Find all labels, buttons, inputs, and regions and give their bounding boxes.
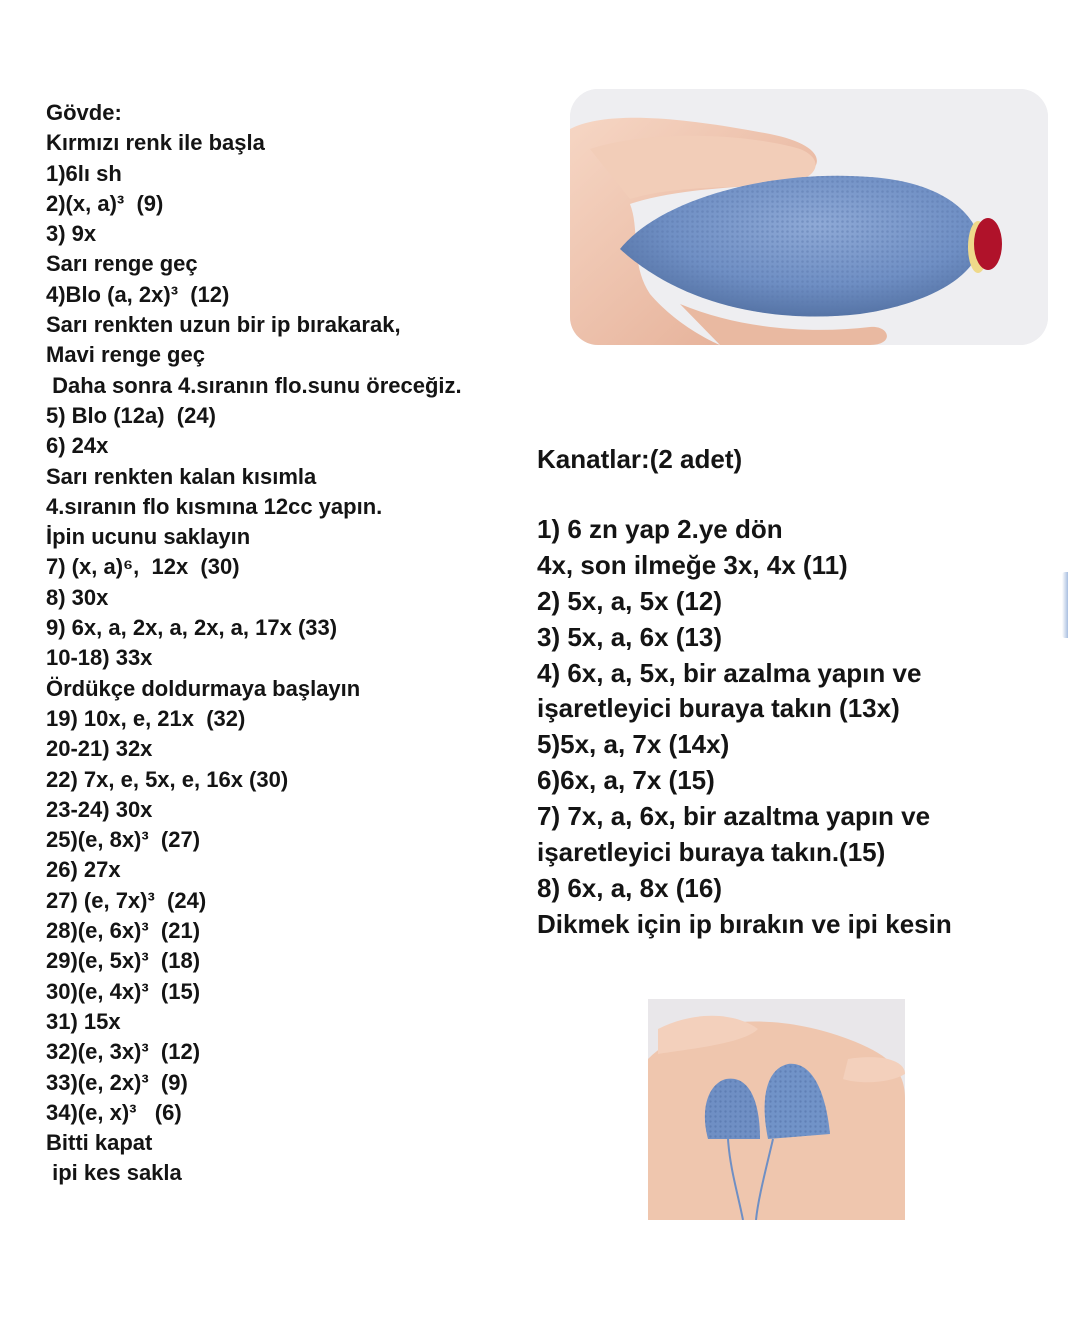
- pattern-line: işaretleyici buraya takın (13x): [537, 693, 900, 724]
- wings-title: Kanatlar:(2 adet): [537, 444, 743, 474]
- crochet-wings-photo: [648, 999, 905, 1220]
- pattern-line: ipi kes sakla: [46, 1160, 182, 1186]
- pattern-line: 9) 6x, a, 2x, a, 2x, a, 17x (33): [46, 615, 338, 641]
- body-pattern-text: [46, 98, 462, 1189]
- pattern-line: İpin ucunu saklayın: [46, 524, 251, 550]
- pattern-line: 8) 30x: [46, 584, 109, 610]
- pattern-line: 25)(e, 8x)³ (27): [46, 827, 201, 853]
- pattern-line: 29)(e, 5x)³ (18): [46, 948, 201, 974]
- edge-fragment: [1062, 572, 1068, 638]
- pattern-line: Sarı renkten uzun bir ip bırakarak,: [46, 312, 401, 338]
- pattern-line: 3) 5x, a, 6x (13): [537, 621, 722, 652]
- pattern-line: 3) 9x: [46, 221, 97, 247]
- crochet-body-photo: [570, 89, 1048, 345]
- pattern-line: 4.sıranın flo kısmına 12cc yapın.: [46, 493, 383, 519]
- pattern-line: 19) 10x, e, 21x (32): [46, 705, 246, 731]
- pattern-line: Sarı renkten kalan kısımla: [46, 463, 317, 489]
- pattern-line: Dikmek için ip bırakın ve ipi kesin: [537, 908, 952, 939]
- pattern-line: 27) (e, 7x)³ (24): [46, 887, 207, 913]
- pattern-line: 6) 24x: [46, 433, 109, 459]
- pattern-line: 2) 5x, a, 5x (12): [537, 585, 722, 616]
- pattern-line: 4x, son ilmeğe 3x, 4x (11): [537, 549, 848, 580]
- pattern-line: 2)(x, a)³ (9): [46, 190, 164, 216]
- pattern-line: 33)(e, 2x)³ (9): [46, 1069, 188, 1095]
- pattern-line: Gövde:: [46, 100, 122, 125]
- pattern-line: 4)Blo (a, 2x)³ (12): [46, 281, 230, 307]
- pattern-line: 30)(e, 4x)³ (15): [46, 978, 201, 1004]
- pattern-line: 20-21) 32x: [46, 736, 153, 762]
- pattern-line: 7) (x, a)⁶, 12x (30): [46, 554, 240, 580]
- pattern-line: 28)(e, 6x)³ (21): [46, 918, 201, 944]
- pattern-line: 22) 7x, e, 5x, e, 16x (30): [46, 766, 289, 792]
- pattern-line: 4) 6x, a, 5x, bir azalma yapın ve: [537, 657, 922, 688]
- pattern-line: 26) 27x: [46, 857, 121, 883]
- pattern-line: 23-24) 30x: [46, 796, 153, 822]
- pattern-line: 32)(e, 3x)³ (12): [46, 1039, 201, 1065]
- pattern-line: Ördükçe doldurmaya başlayın: [46, 675, 361, 701]
- pattern-line: 5) Blo (12a) (24): [46, 402, 216, 428]
- pattern-line: Mavi renge geç: [46, 342, 205, 368]
- pattern-line: Daha sonra 4.sıranın flo.sunu öreceğiz.: [46, 372, 462, 398]
- pattern-line: Bitti kapat: [46, 1130, 153, 1156]
- pattern-line: 8) 6x, a, 8x (16): [537, 872, 722, 903]
- pattern-line: 10-18) 33x: [46, 645, 153, 671]
- pattern-line: 5)5x, a, 7x (14x): [537, 729, 730, 760]
- pattern-line: Sarı renge geç: [46, 251, 198, 277]
- pattern-line: 7) 7x, a, 6x, bir azaltma yapın ve: [537, 801, 931, 832]
- pattern-line: Kırmızı renk ile başla: [46, 130, 265, 156]
- pattern-line: işaretleyici buraya takın.(15): [537, 837, 886, 868]
- pattern-line: 34)(e, x)³ (6): [46, 1099, 182, 1125]
- pattern-line: 1) 6 zn yap 2.ye dön: [537, 514, 783, 544]
- pattern-line: 6)6x, a, 7x (15): [537, 765, 715, 796]
- pattern-line: 31) 15x: [46, 1008, 121, 1034]
- pattern-line: 1)6lı sh: [46, 160, 122, 186]
- wings-pattern-text: [537, 512, 952, 943]
